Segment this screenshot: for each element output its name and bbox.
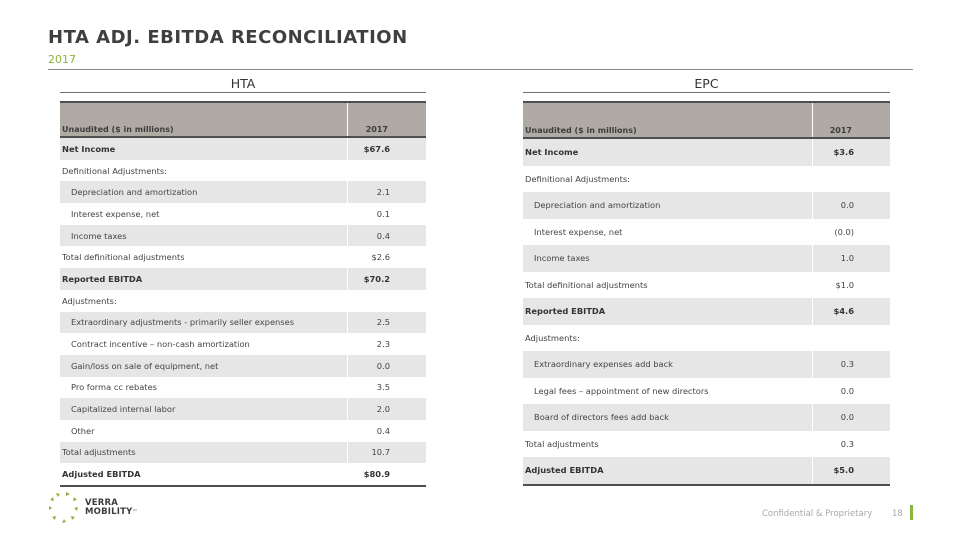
row-value: [813, 166, 891, 193]
row-value: $4.6: [813, 298, 891, 325]
row-value: 2.1: [348, 181, 427, 203]
row-value: 1.0: [813, 245, 891, 272]
row-value: $1.0: [813, 272, 891, 299]
table-row: [60, 160, 426, 182]
row-label: Interest expense, net: [534, 226, 623, 237]
row-value: 2.3: [348, 333, 427, 355]
title-divider: [48, 69, 913, 70]
table-header-row: [523, 102, 890, 138]
row-label: Total adjustments: [525, 438, 599, 449]
table-row: [60, 442, 426, 464]
row-value: 0.0: [813, 404, 891, 431]
row-label: Interest expense, net: [71, 208, 160, 219]
table-row: [523, 138, 890, 166]
row-value: (0.0): [813, 219, 891, 246]
logo-wordmark: [85, 499, 138, 517]
row-label: Contract incentive – non-cash amortization: [71, 339, 250, 350]
row-value: 0.4: [348, 225, 427, 247]
logo-line-1: VERRA: [85, 498, 119, 508]
table-row: [60, 463, 426, 486]
row-value: [348, 160, 427, 182]
row-label: Net Income: [60, 137, 348, 160]
row-value: $2.6: [348, 246, 427, 268]
table-row: [60, 246, 426, 268]
logo-trademark: ™: [132, 509, 138, 515]
table-row: [60, 398, 426, 420]
row-label: Net Income: [523, 138, 813, 166]
hta-table: [60, 101, 426, 487]
table-row: [523, 431, 890, 458]
table-row: [523, 351, 890, 378]
row-value: 3.5: [348, 377, 427, 399]
table-row: [60, 377, 426, 399]
table-row: [523, 378, 890, 405]
row-label: Reported EBITDA: [523, 298, 813, 325]
row-value: 0.4: [348, 420, 427, 442]
row-label: Extraordinary adjustments - primarily seller expenses: [60, 312, 348, 334]
confidential-label: Confidential & Proprietary: [762, 509, 873, 519]
row-label: Income taxes: [60, 225, 348, 247]
table-row: [60, 355, 426, 377]
page-number: 18: [892, 509, 903, 519]
table-row: [60, 203, 426, 225]
page-subtitle: 2017: [48, 53, 76, 66]
row-label: Adjusted EBITDA: [523, 457, 813, 485]
row-value: 0.0: [813, 192, 891, 219]
table-row: [60, 268, 426, 290]
row-label: Legal fees – appointment of new directors: [534, 385, 709, 396]
row-value: 0.3: [813, 351, 891, 378]
row-value: [813, 325, 891, 352]
row-value: 0.1: [348, 203, 427, 225]
row-value: [348, 290, 427, 312]
table-row: [523, 325, 890, 352]
row-label: Definitional Adjustments:: [62, 165, 167, 176]
epc-table: [523, 101, 890, 486]
column-header-year: 2017: [348, 102, 427, 137]
row-label: Depreciation and amortization: [60, 181, 348, 203]
row-value: $5.0: [813, 457, 891, 485]
table-row: [60, 312, 426, 334]
epc-panel-title: EPC: [694, 76, 719, 91]
page-title: HTA ADJ. EBITDA RECONCILIATION: [48, 27, 408, 48]
row-label: Other: [71, 425, 95, 436]
row-label: Reported EBITDA: [60, 268, 348, 290]
logo-mark-icon: [46, 490, 82, 526]
row-value: 10.7: [348, 442, 427, 464]
table-row: [523, 404, 890, 431]
row-label: Capitalized internal labor: [60, 398, 348, 420]
row-value: 2.0: [348, 398, 427, 420]
table-row: [523, 298, 890, 325]
table-row: [523, 166, 890, 193]
table-row: [523, 219, 890, 246]
row-label: Definitional Adjustments:: [525, 173, 630, 184]
row-value: 0.0: [813, 378, 891, 405]
row-label: Total definitional adjustments: [525, 279, 648, 290]
table-row: [60, 420, 426, 442]
row-value: 0.0: [348, 355, 427, 377]
table-row: [523, 245, 890, 272]
column-header-label: Unaudited ($ in millions): [523, 102, 813, 138]
row-label: Adjusted EBITDA: [60, 463, 348, 486]
table-row: [523, 457, 890, 485]
row-label: Total definitional adjustments: [62, 252, 185, 263]
column-header-year: 2017: [813, 102, 891, 138]
column-header-label: Unaudited ($ in millions): [60, 102, 348, 137]
table-row: [523, 192, 890, 219]
verra-mobility-logo: [46, 490, 166, 526]
row-value: 0.3: [813, 431, 891, 458]
row-label: Depreciation and amortization: [523, 192, 813, 219]
table-row: [60, 225, 426, 247]
row-label: Adjustments:: [62, 295, 117, 306]
table-row: [523, 272, 890, 299]
row-label: Gain/loss on sale of equipment, net: [60, 355, 348, 377]
row-value: $67.6: [348, 137, 427, 160]
row-label: Board of directors fees add back: [523, 404, 813, 431]
table-row: [60, 181, 426, 203]
table-row: [60, 290, 426, 312]
table-row: [60, 137, 426, 160]
hta-panel: [60, 76, 426, 487]
epc-panel: [523, 76, 890, 486]
row-label: Pro forma cc rebates: [71, 382, 157, 393]
epc-title-rule: [523, 92, 890, 93]
logo-line-2: MOBILITY: [85, 507, 133, 517]
row-label: Total adjustments: [60, 442, 348, 464]
row-label: Extraordinary expenses add back: [523, 351, 813, 378]
row-label: Adjustments:: [525, 332, 580, 343]
table-header-row: [60, 102, 426, 137]
row-value: $70.2: [348, 268, 427, 290]
row-label: Income taxes: [523, 245, 813, 272]
hta-title-rule: [60, 92, 426, 93]
row-value: $80.9: [348, 463, 427, 486]
row-value: 2.5: [348, 312, 427, 334]
row-value: $3.6: [813, 138, 891, 166]
hta-panel-title: HTA: [230, 76, 256, 91]
table-row: [60, 333, 426, 355]
page-accent-bar: [910, 505, 913, 520]
